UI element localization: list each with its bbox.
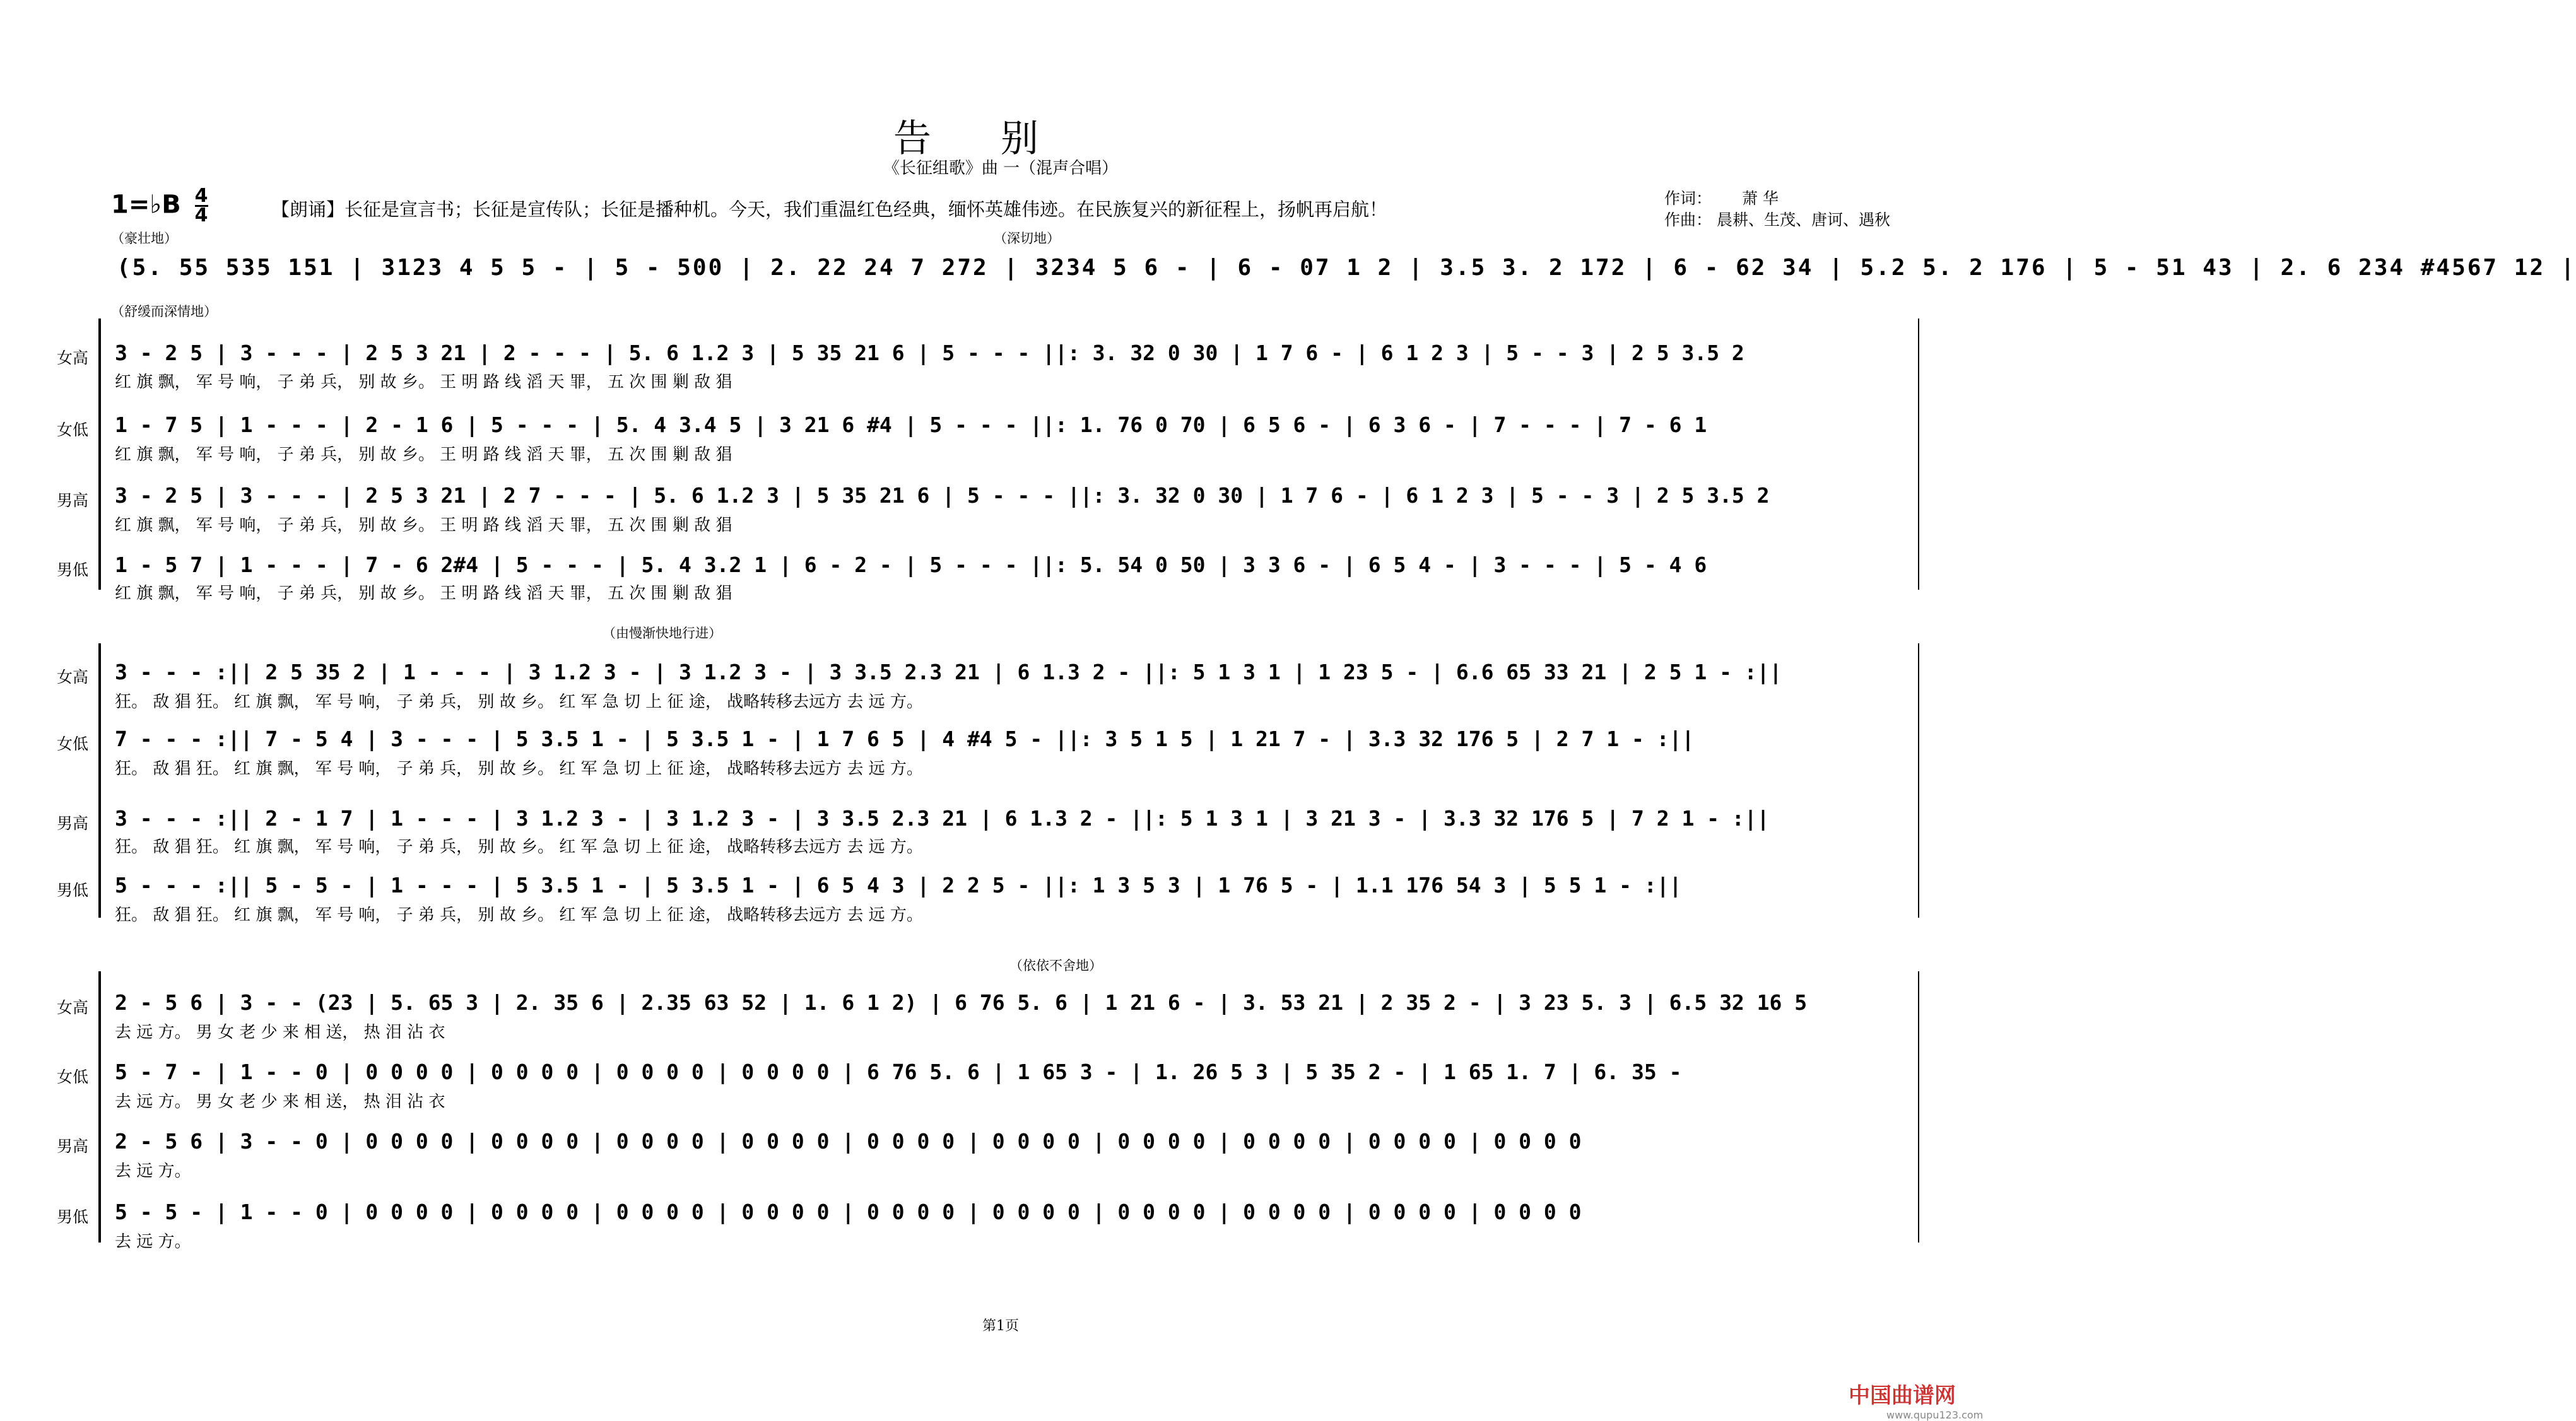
system-2-alto-notes: 7 - - - :|| 7 - 5 4 | 3 - - - | 5 3.5 1 - | 5 3.5 1 - | 1 7 6 5 | 4 #4 5 - ||: 3 5 1 5 | 1 21 7 - | 3.3 32 176 5 | 2 7 1 - :|| (115, 727, 1695, 751)
expression-deep: （深切地） (994, 231, 1060, 246)
voice-label-tenor: 男高 (57, 491, 89, 510)
composer-names: 晨耕、生茂、唐诃、遇秋 (1716, 211, 1890, 229)
system-2-bass-notes: 5 - - - :|| 5 - 5 - | 1 - - - | 5 3.5 1 - | 5 3.5 1 - | 6 5 4 3 | 2 2 5 - ||: 1 3 5 3 | 1 76 5 - | 1.1 176 54 3 | 5 5 1 - :|| (115, 873, 1682, 898)
system-1-alto-notes: 1 - 7 5 | 1 - - - | 2 - 1 6 | 5 - - - | 5. 4 3.4 5 | 3 21 6 #4 | 5 - - - ||: 1. 76 0 70 | 6 5 6 - | 6 3 6 - | 7 - - - | 7 - 6 1 (115, 412, 1707, 437)
recitation-text: 【朗诵】长征是宣言书；长征是宣传队；长征是播种机。今天，我们重温红色经典，缅怀英雄伟迹。在民族复兴的新征程上，扬帆再启航！ (271, 199, 1388, 220)
system-3-alto-lyrics: 去 远 方。 男 女 老 少 来 相 送， 热 泪 沾 衣 (115, 1092, 445, 1111)
system-2-tenor-notes: 3 - - - :|| 2 - 1 7 | 1 - - - | 3 1.2 3 - | 3 1.2 3 - | 3 3.5 2.3 21 | 6 1.3 2 - ||: 5 1 3 1 | 3 21 3 - | 3.3 32 176 5 | 7 2 1 - :|| (115, 806, 1770, 831)
voice-label-tenor: 男高 (57, 1137, 89, 1155)
time-signature (195, 187, 208, 225)
system-3-alto-notes: 5 - 7 - | 1 - - 0 | 0 0 0 0 | 0 0 0 0 | 0 0 0 0 | 0 0 0 0 | 6 76 5. 6 | 1 65 3 - | 1. 26 5 3 | 5 35 2 - | 1 65 1. 7 | 6. 35 - (115, 1060, 1682, 1084)
subtitle: 《长征组歌》曲 一（混声合唱） (883, 159, 1119, 178)
voice-label-tenor: 男高 (57, 814, 89, 833)
time-bottom: 4 (194, 204, 208, 226)
key-signature (111, 187, 208, 225)
system-1-tenor-notes: 3 - 2 5 | 3 - - - | 2 5 3 21 | 2 7 - - - | 5. 6 1.2 3 | 5 35 21 6 | 5 - - - ||: 3. 32 0 30 | 1 7 6 - | 6 1 2 3 | 5 - - 3 | 2 5 3.5 2 (115, 483, 1770, 508)
system-3-soprano-lyrics: 去 远 方。 男 女 老 少 来 相 送， 热 泪 沾 衣 (115, 1023, 445, 1042)
system-1-soprano-lyrics: 红 旗 飘， 军 号 响， 子 弟 兵， 别 故 乡。 王 明 路 线 滔 天 罪， 五 次 围 剿 敌 猖 (115, 373, 732, 392)
expression-reluctant: （依依不舍地） (1009, 958, 1102, 973)
page-number: 第1页 (982, 1318, 1019, 1334)
intro-notation: (5. 55 535 151 | 3123 4 5 5 - | 5 - 500 | 2. 22 24 7 272 | 3234 5 6 - | 6 - 07 1 2 | 3.5 3. 2 172 | 6 - 62 34 | 5.2 5. 2 176 | 5 - 51 43 | 2. 6 234 #4567 12 | (117, 255, 2576, 281)
voice-label-bass: 男低 (57, 881, 89, 899)
time-top: 4 (194, 185, 208, 207)
key-label: 1=♭B (111, 190, 181, 219)
system-3-tenor-lyrics: 去 远 方。 (115, 1162, 191, 1181)
voice-label-bass: 男低 (57, 561, 89, 579)
voice-label-alto: 女低 (57, 735, 89, 753)
system-3-end-barline (1918, 971, 1919, 1243)
system-2-soprano-notes: 3 - - - :|| 2 5 35 2 | 1 - - - | 3 1.2 3 - | 3 1.2 3 - | 3 3.5 2.3 21 | 6 1.3 2 - ||: 5 1 3 1 | 1 23 5 - | 6.6 65 33 21 | 2 5 1 - :|| (115, 660, 1782, 684)
system-3-tenor-notes: 2 - 5 6 | 3 - - 0 | 0 0 0 0 | 0 0 0 0 | 0 0 0 0 | 0 0 0 0 | 0 0 0 0 | 0 0 0 0 | 0 0 0 0 | 0 0 0 0 | 0 0 0 0 | 0 0 0 0 (115, 1129, 1582, 1154)
music-label: 作曲： (1664, 211, 1712, 229)
lyricist-line (1664, 188, 1890, 209)
credits (1664, 188, 1890, 231)
watermark-brand: 中国曲谱网 (1849, 1383, 1956, 1408)
voice-label-bass: 男低 (57, 1208, 89, 1226)
system-2-bass-lyrics: 狂。 敌 猖 狂。 红 旗 飘， 军 号 响， 子 弟 兵， 别 故 乡。 红 军 急 切 上 征 途， 战略转移去远方 去 远 方。 (115, 906, 923, 925)
system-3-soprano-notes: 2 - 5 6 | 3 - - (23 | 5. 65 3 | 2. 35 6 | 2.35 63 52 | 1. 6 1 2) | 6 76 5. 6 | 1 21 6 - | 3. 53 21 | 2 35 2 - | 3 23 5. 3 | 6.5 32 16 5 (115, 990, 1808, 1015)
page-title: 告别 (893, 117, 1108, 161)
expression-accelerating: （由慢渐快地行进） (603, 626, 722, 641)
system-2-soprano-lyrics: 狂。 敌 猖 狂。 红 旗 飘， 军 号 响， 子 弟 兵， 别 故 乡。 红 军 急 切 上 征 途， 战略转移去远方 去 远 方。 (115, 693, 923, 711)
system-2-end-barline (1918, 643, 1919, 918)
expression-heroic: （豪壮地） (111, 231, 177, 246)
system-3-bass-lyrics: 去 远 方。 (115, 1232, 191, 1251)
system-1-bass-lyrics: 红 旗 飘， 军 号 响， 子 弟 兵， 别 故 乡。 王 明 路 线 滔 天 罪， 五 次 围 剿 敌 猖 (115, 584, 732, 603)
expression-soothing: （舒缓而深情地） (111, 304, 217, 319)
voice-label-alto: 女低 (57, 1068, 89, 1086)
composer-line (1664, 209, 1890, 231)
system-2-tenor-lyrics: 狂。 敌 猖 狂。 红 旗 飘， 军 号 响， 子 弟 兵， 别 故 乡。 红 军 急 切 上 征 途， 战略转移去远方 去 远 方。 (115, 838, 923, 857)
lyrics-label: 作词： (1664, 189, 1712, 208)
system-2-alto-lyrics: 狂。 敌 猖 狂。 红 旗 飘， 军 号 响， 子 弟 兵， 别 故 乡。 红 军 急 切 上 征 途， 战略转移去远方 去 远 方。 (115, 759, 923, 778)
site-watermark (1849, 1378, 1983, 1421)
voice-label-soprano: 女高 (57, 349, 89, 367)
system-1-bass-notes: 1 - 5 7 | 1 - - - | 7 - 6 2#4 | 5 - - - | 5. 4 3.2 1 | 6 - 2 - | 5 - - - ||: 5. 54 0 50 | 3 3 6 - | 6 5 4 - | 3 - - - | 5 - 4 6 (115, 553, 1707, 577)
system-1-soprano-notes: 3 - 2 5 | 3 - - - | 2 5 3 21 | 2 - - - | 5. 6 1.2 3 | 5 35 21 6 | 5 - - - ||: 3. 32 0 30 | 1 7 6 - | 6 1 2 3 | 5 - - 3 | 2 5 3.5 2 (115, 341, 1744, 365)
voice-label-alto: 女低 (57, 421, 89, 439)
system-1-end-barline (1918, 319, 1919, 590)
lyricist-name: 萧 华 (1741, 189, 1779, 208)
system-1-alto-lyrics: 红 旗 飘， 军 号 响， 子 弟 兵， 别 故 乡。 王 明 路 线 滔 天 罪， 五 次 围 剿 敌 猖 (115, 445, 732, 464)
system-1-tenor-lyrics: 红 旗 飘， 军 号 响， 子 弟 兵， 别 故 乡。 王 明 路 线 滔 天 罪， 五 次 围 剿 敌 猖 (115, 516, 732, 535)
voice-label-soprano: 女高 (57, 998, 89, 1017)
system-3-bass-notes: 5 - 5 - | 1 - - 0 | 0 0 0 0 | 0 0 0 0 | 0 0 0 0 | 0 0 0 0 | 0 0 0 0 | 0 0 0 0 | 0 0 0 0 | 0 0 0 0 | 0 0 0 0 | 0 0 0 0 (115, 1200, 1582, 1224)
voice-label-soprano: 女高 (57, 668, 89, 686)
watermark-url: www.qupu123.com (1886, 1409, 1984, 1421)
